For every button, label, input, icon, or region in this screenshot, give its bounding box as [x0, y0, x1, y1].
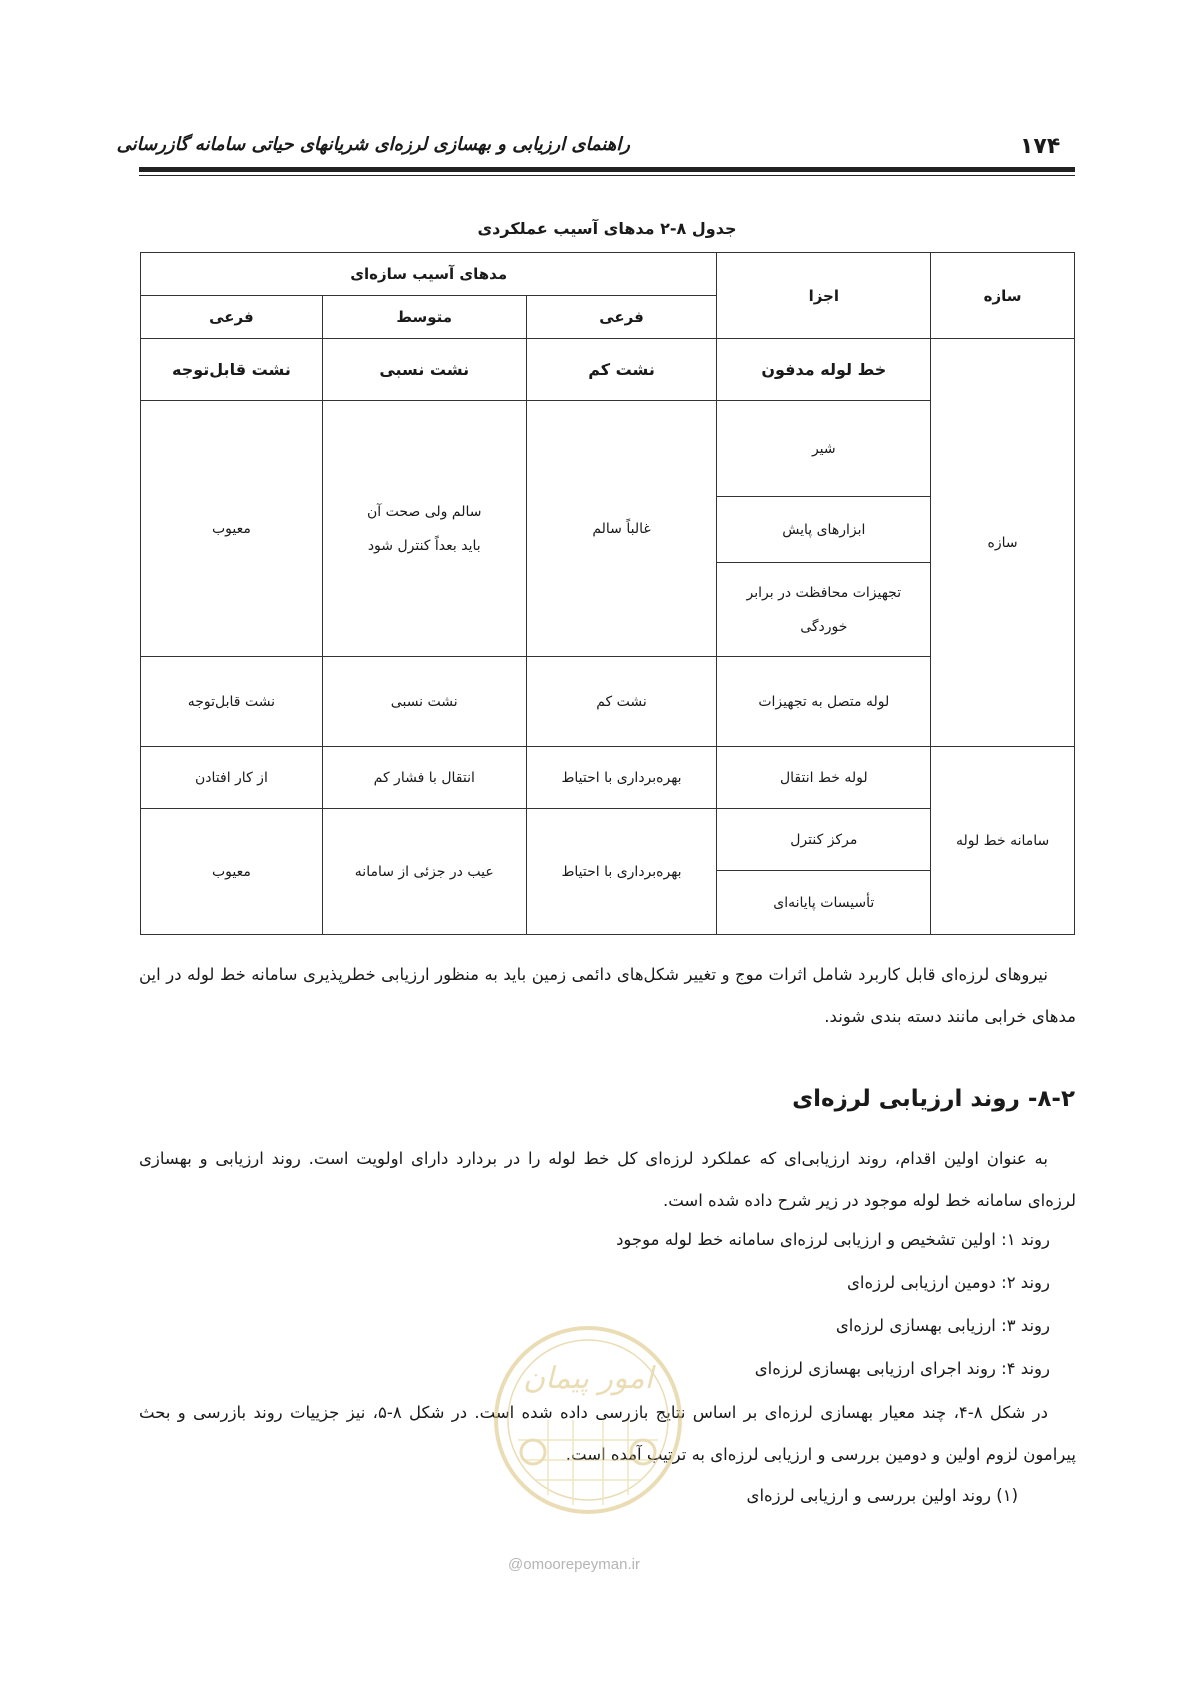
- cell-monitoring-tools: ابزارهای پایش: [717, 497, 931, 563]
- cell-cautious-operation-2: بهره‌برداری با احتیاط: [526, 809, 717, 935]
- header-rule-thick: [139, 167, 1075, 172]
- header-rule-thin: [139, 175, 1075, 176]
- subheader-medium: متوسط: [322, 296, 526, 339]
- cell-significant-leak-bold: نشت قابل‌توجه: [141, 339, 323, 401]
- step-4: روند ۴: روند اجرای ارزیابی بهسازی لرزه‌ای: [754, 1359, 1050, 1378]
- cell-low-leak-bold: نشت کم: [526, 339, 717, 401]
- cell-corrosion-equipment: تجهیزات محافظت در برابر خوردگی: [717, 563, 931, 657]
- cell-defective-1: معیوب: [141, 401, 323, 657]
- cell-terminal-facilities: تأسیسات پایانه‌ای: [717, 871, 931, 935]
- step-1: روند ۱: اولین تشخیص و ارزیابی لرزه‌ای سامانه خط لوله موجود: [616, 1230, 1050, 1249]
- cell-defective-2: معیوب: [141, 809, 323, 935]
- cell-buried-pipe: خط لوله مدفون: [717, 339, 931, 401]
- cell-valve: شیر: [717, 401, 931, 497]
- cell-low-leak: نشت کم: [526, 657, 717, 747]
- running-header-title: راهنمای ارزیابی و بهسازی لرزه‌ای شریانهای حیاتی سامانه گازرسانی: [116, 134, 630, 155]
- watermark-logo: [488, 1320, 688, 1520]
- cell-relative-leak-bold: نشت نسبی: [322, 339, 526, 401]
- page-number: ۱۷۴: [1020, 134, 1061, 159]
- section-heading: ۸-۲- روند ارزیابی لرزه‌ای: [792, 1086, 1075, 1112]
- paragraph-figures: در شکل ۸-۴، چند معیار بهسازی لرزه‌ای بر اساس نتایج بازرسی داده شده است. در شکل ۸-۵، نیز جزییات روند بازرسی و بحث پیرامون لزوم اولین و دومین بررسی و ارزیابی لرزه‌ای به ترتیب آمده است.: [139, 1403, 1076, 1464]
- numbered-item-1: (۱) روند اولین بررسی و ارزیابی لرزه‌ای: [746, 1486, 1018, 1505]
- cell-significant-leak: نشت قابل‌توجه: [141, 657, 323, 747]
- subheader-minor-right: فرعی: [526, 296, 717, 339]
- cell-pipeline-system: سامانه خط لوله: [931, 747, 1075, 935]
- subheader-minor-left: فرعی: [141, 296, 323, 339]
- step-2: روند ۲: دومین ارزیابی لرزه‌ای: [846, 1273, 1050, 1292]
- cell-partial-defect: عیب در جزئی از سامانه: [322, 809, 526, 935]
- cell-relative-leak: نشت نسبی: [322, 657, 526, 747]
- damage-modes-table: [140, 252, 1075, 935]
- cell-control-center: مرکز کنترل: [717, 809, 931, 871]
- cell-out-of-service: از کار افتادن: [141, 747, 323, 809]
- cell-transmission-pipe: لوله خط انتقال: [717, 747, 931, 809]
- cell-low-pressure-transfer: انتقال با فشار کم: [322, 747, 526, 809]
- cell-cautious-operation-1: بهره‌برداری با احتیاط: [526, 747, 717, 809]
- header-structure: سازه: [931, 253, 1075, 339]
- paragraph-seismic-forces: نیروهای لرزه‌ای قابل کاربرد شامل اثرات موج و تغییر شکل‌های دائمی زمین باید به منظور ارزیابی خطرپذیری سامانه خط لوله در این مدهای خرابی مانند دسته بندی شوند.: [139, 965, 1076, 1026]
- step-3: روند ۳: ارزیابی بهسازی لرزه‌ای: [835, 1316, 1050, 1335]
- table-caption: جدول ۸-۲ مدهای آسیب عملکردی: [477, 219, 737, 238]
- watermark-logo-text: امور پیمان: [523, 1361, 653, 1396]
- cell-mostly-healthy: غالباً سالم: [526, 401, 717, 657]
- watermark-url: @omoorepeyman.ir: [508, 1556, 640, 1573]
- paragraph-assessment-intro: به عنوان اولین اقدام، روند ارزیابی‌ای که عملکرد لرزه‌ای کل خط لوله را در بردارد دارای اولویت است. روند ارزیابی و بهسازی لرزه‌ای سامانه خط لوله موجود در زیر شرح داده شده است.: [139, 1149, 1076, 1210]
- cell-healthy-check-later: سالم ولی صحت آن باید بعداً کنترل شود: [322, 401, 526, 657]
- cell-pipe-to-equipment: لوله متصل به تجهیزات: [717, 657, 931, 747]
- header-damage-modes: مدهای آسیب سازه‌ای: [141, 253, 717, 296]
- header-components: اجزا: [717, 253, 931, 339]
- cell-structure-label: سازه: [931, 339, 1075, 747]
